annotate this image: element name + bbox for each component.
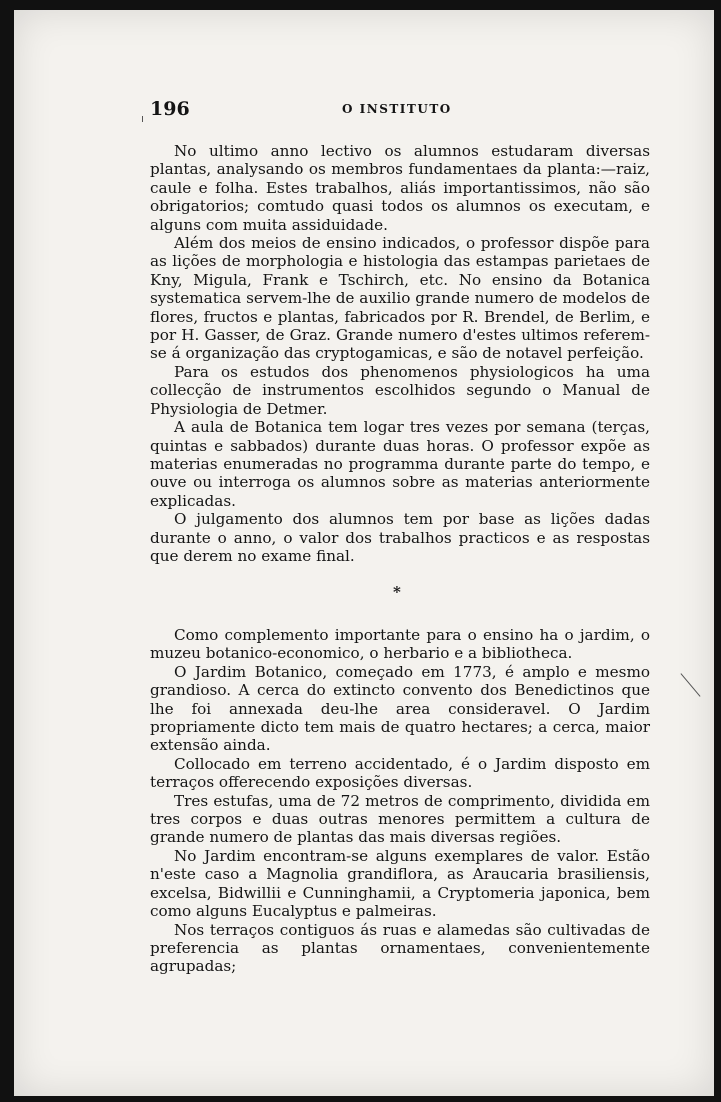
paragraph: A aula de Botanica tem logar tres vezes por semana (terças, quintas e sabbados) durante duas horas. O professor expõe as materias enumeradas no programma durante parte do tempo, e ouve ou interroga os alumnos sobre as materias anteriormente explicadas. — [150, 418, 650, 510]
paragraph: Além dos meios de ensino indicados, o professor dispõe para as lições de morphologia e histologia das estampas parietaes de Kny, Migula, Frank e Tschirch, etc. No ensino da Botanica systematica servem-lhe de auxilio grande numero de modelos de flores, fructos e plantas, fabricados por R. Brendel, de Berlim, e por H. Gasser, de Graz. Grande numero d'estes ultimos referem-se á organização das cryptogamicas, e são de notavel perfeição. — [150, 234, 650, 363]
paragraph: No Jardim encontram-se alguns exemplares de valor. Estão n'este caso a Magnolia grandiflora, as Araucaria brasiliensis, excelsa, Bidwillii e Cunninghamii, a Cryptomeria japonica, bem como alguns Eucalyptus e palmeiras. — [150, 846, 650, 921]
section-1 — [150, 142, 650, 565]
scan-mark-right — [680, 673, 700, 697]
page-number: 196 — [150, 98, 190, 120]
paragraph: Collocado em terreno accidentado, é o Jardim disposto em terraços offerecendo exposições diversas. — [150, 754, 650, 792]
paragraph: O Jardim Botanico, começado em 1773, é amplo e mesmo grandioso. A cerca do extincto convento dos Benedictinos que lhe foi annexada deu-lhe area consideravel. O Jardim propriamente dicto tem mais de quatro hectares; a cerca, maior extensão ainda. — [150, 662, 650, 755]
paragraph: Nos terraços contiguos ás ruas e alamedas são cultivadas de preferencia as plantas ornamentaes, convenientemente agrupadas; — [150, 920, 650, 976]
paragraph: Para os estudos dos phenomenos physiologicos ha uma collecção de instrumentos escolhidos segundo o Manual de Physiologia de Detmer. — [150, 362, 650, 418]
scan-mark-left — [142, 116, 143, 122]
running-head — [150, 98, 650, 122]
paragraph: Tres estufas, uma de 72 metros de comprimento, dividida em tres corpos e duas outras menores permittem a cultura de grande numero de plantas das mais diversas regiões. — [150, 791, 650, 847]
section-2 — [150, 626, 650, 976]
paragraph: Como complemento importante para o ensino ha o jardim, o muzeu botanico-economico, o herbario e a bibliotheca. — [150, 626, 650, 663]
running-title: O INSTITUTO — [342, 102, 452, 116]
section-separator: * — [393, 583, 401, 601]
paragraph: No ultimo anno lectivo os alumnos estudaram diversas plantas, analysando os membros fundamentaes da planta:—raiz, caule e folha. Estes trabalhos, aliás importantissimos, não são obrigatorios; comtudo quasi todos os alumnos os executam, e alguns com muita assiduidade. — [150, 142, 650, 234]
paragraph: O julgamento dos alumnos tem por base as lições dadas durante o anno, o valor dos trabalhos practicos e as respostas que derem no exame final. — [150, 510, 650, 565]
